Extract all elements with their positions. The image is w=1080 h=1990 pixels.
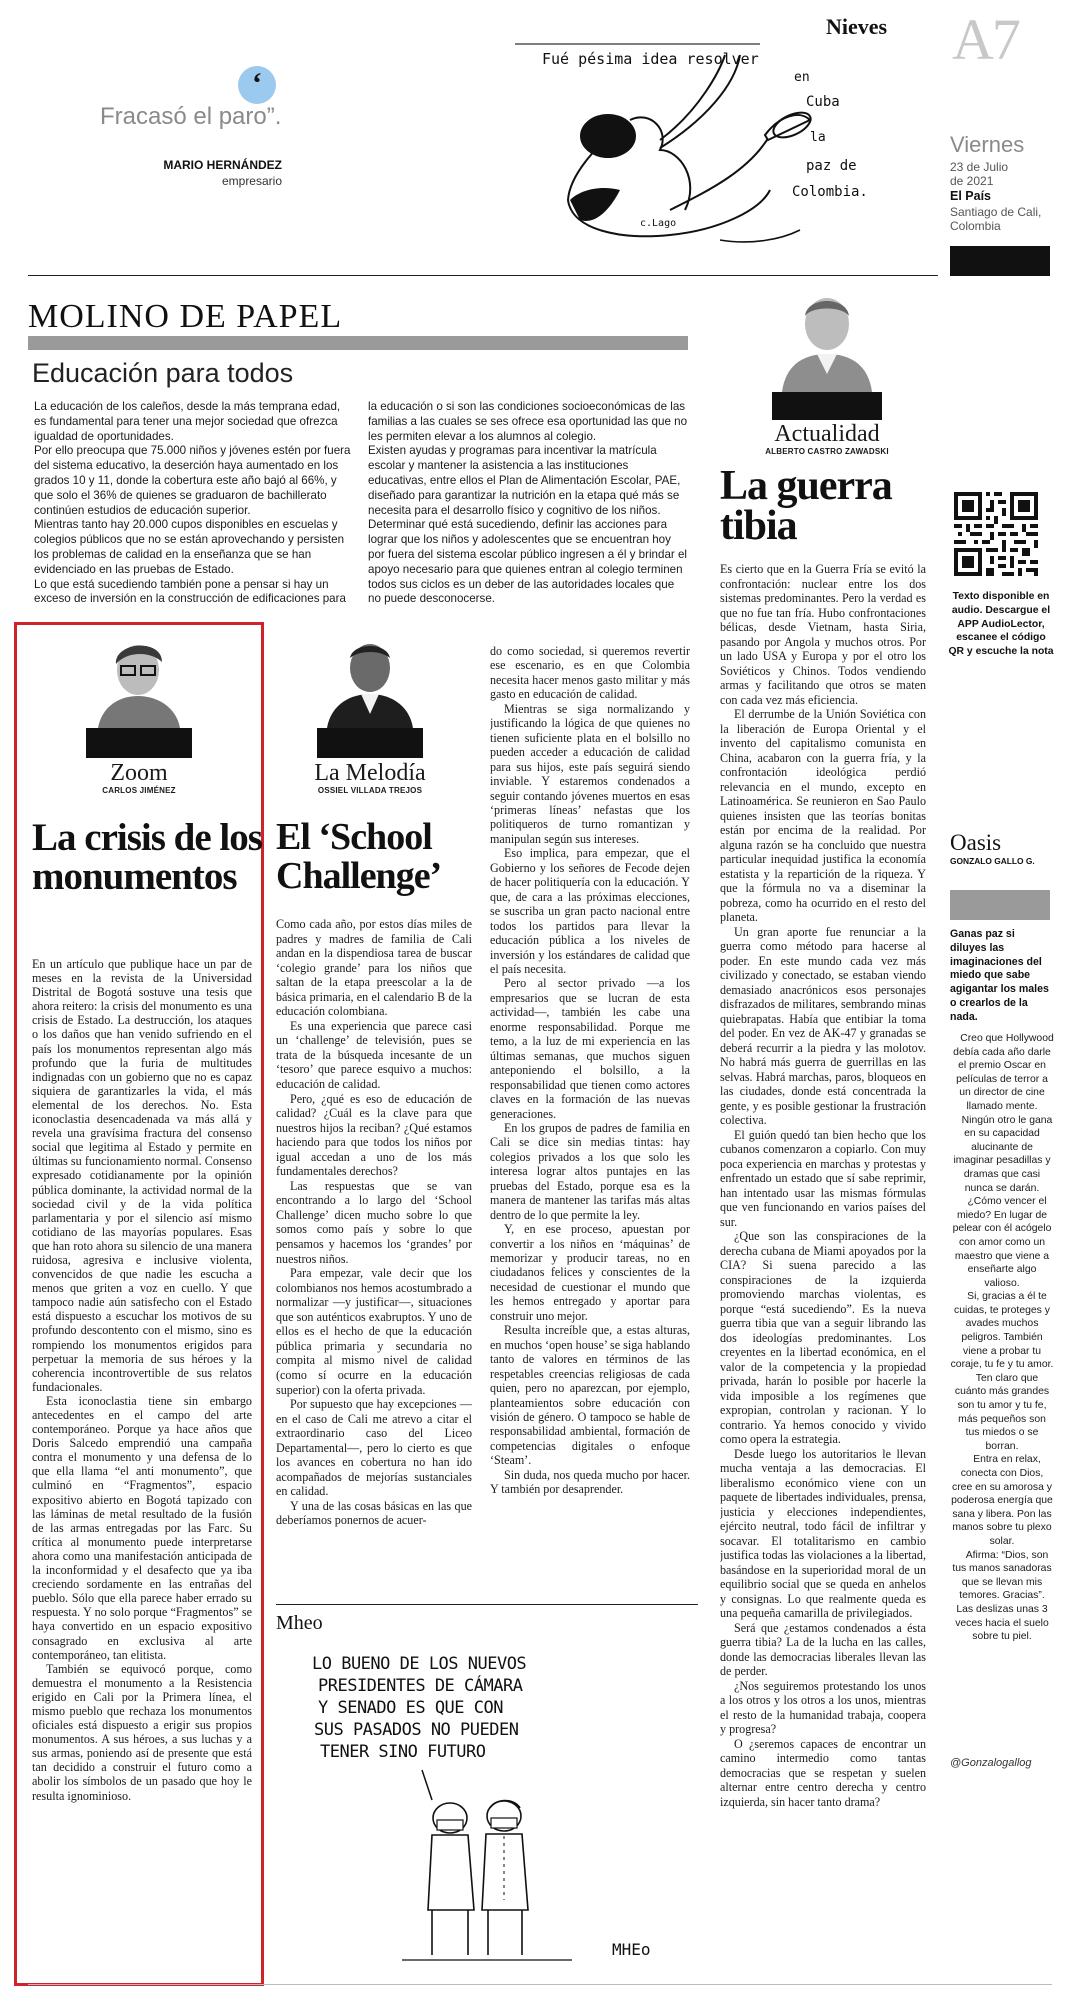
editorial-col-1: La educación de los caleños, desde la más temprana edad, es fundamental para tener una mejor sociedad que ofrezca igualdad de oportunidades. Por ello preocupa que 75.000 niños y jóvenes estén por fuera del sistema educativo, la deserción haya aumentado en los grados 10 y 11, donde la cobertura este año bajó al 66%, y que solo el 36% de quienes se graduaron de bachillerato continúen estudios de educación superior. Mientras tanto hay 20.000 cupos disponibles en escuelas y colegios públicos que no se están aprovechando y persisten los problemas de calidad en la enseñanza que se han evidenciado en las pruebas de Estado. Lo que está sucediendo también pone a pensar si hay un exceso de inversión en la construcción de edificaciones para xyxy=(34,400,351,606)
quote-author: MARIO HERNÁNDEZ xyxy=(163,158,282,172)
actualidad-paragraph: Es cierto que en la Guerra Fría se evitó la confrontación: nuclear entre los dos sistemas predominantes. Pero la verdad es que no fue tan fría. Hubo confrontaciones bélicas, desde Vietnam, hasta Siria, pasando por Angola y muchos otros. Por un lado USA y Europa y por el otro los Soviéticos y Chinos. Todos vendiendo armas y facilitando que otros se maten con cada vez más eficiencia. xyxy=(720,562,926,707)
zoom-headline: La crisis de los monumentos xyxy=(32,816,262,898)
header-rule xyxy=(28,275,938,276)
actualidad-paragraph: El derrumbe de la Unión Soviética con la liberación de Europa Oriental y el invento del capitalismo comunista en China, acabaron con la guerra fría, y la confrontación ideológica perdió relevancia en el mundo, excepto en Latinoamérica. Se reunieron en Sao Paulo quienes insisten que las teorías bonitas están por encima de la realidad. Por alguna razón se ha concluido que nuestra particular inequidad justifica la economía estatista y la repartición de la riqueza. Y que la fórmula no va a diseminar la pobreza, como ha ocurrido en el resto del planeta. xyxy=(720,707,926,924)
zoom-body xyxy=(32,957,252,1981)
cartoon-caption-line-1: Fué pésima idea resolver xyxy=(542,50,759,68)
actualidad-paragraph: Desde luego los autoritarios le llevan mucha ventaja a las democracias. El liberalismo económico viene con un paquete de libertades individuales, prensa, justicia y elecciones independientes, ejército neutral, todo fácil de infiltrar y socavar. El totalitarismo en cambio justifica todas las violaciones a la libertad, basándose en la superioridad moral de un equilibrio social que se queda en anhelos y consignas. Lo que realmente queda es una pequeña camarilla de privilegiados. xyxy=(720,1446,926,1620)
cartoon-caption-line-6: Colombia. xyxy=(792,184,868,200)
actualidad-column-head xyxy=(752,421,902,456)
actualidad-paragraph: Un gran aporte fue renunciar a la guerra como método para hacerse al poder. En este mundo cada vez más civilizado y conectado, se estaban viendo demasiado anacrónicos esos personajes disfrazados de militares, sembrando minas quiebrapatas. Había que entibiar la toma del poder. En vez de AK-47 y granadas se deberá recurrir a la piedra y las molotov. No habrá más guerra de guerrillas en las selvas. Habrá marchas, paros, bloqueos en las ciudades, donde está concentrada la gente, y es posible gestionar la frustración colectiva. xyxy=(720,924,926,1127)
oasis-lead: Ganas paz si diluyes las imaginaciones del miedo que sabe agigantar los males o crearlos de la nada. xyxy=(950,928,1049,1023)
oasis-gray-band xyxy=(950,890,1050,920)
oasis-column-name: Oasis xyxy=(950,830,1002,855)
actualidad-body xyxy=(720,562,926,1982)
actualidad-black-bar xyxy=(772,392,882,420)
zoom-paragraph: En un artículo que publique hace un par de meses en la revista de la Universidad Distrital de Bogotá sostuve una tesis que ahora reitero: la crisis del monumento es una crisis de Estado. La destrucción, los ataques o los daños que han venido sufriendo en el país los monumentos representan algo más profundo que la furia de multitudes indignadas con un gobierno que no es capaz siquiera de garantizarles la vida, el más elemental de los derechos. No. Esta iconoclastia desencadenada va más allá y revela una gravísima fractura del consenso social que legitima al Estado y permite en últimas su funcionamiento normal. Consenso expresado cotidianamente por la opinión pública dominante, la actividad normal de la sociedad civil y de la vida política parlamentaria y por el silencio así mismo cotidiano de las mayorías populares. Esas que han roto ahora su silencio de una manera ruidosa, agresiva e inclusive violenta, convencidos de que nadie les escucha a menos que griten a voz en cuello. Y que tampoco nadie aún satisfecho con el Estado está dispuesto a escuchar los motivos de su profundo descontento con el mismo, sino es rompiendo los monumentos erigidos para perpetuar la memoria de sus héroes y la coherencia incontrovertible de sus relatos fundacionales. xyxy=(32,957,252,1394)
oasis-paragraph: ¿Cómo vencer el miedo? En lugar de pelear con él acógelo con amor como un maestro que viene a enseñarte algo valioso. xyxy=(952,1196,1052,1289)
melodia-paragraph: Eso implica, para empezar, que el Gobierno y los señores de Fecode dejen de hacer politiquería con la educación. Y que, de cara a las próximas elecciones, se suscriba un gran pacto nacional entre todos los partidos para llevar la educación pública a los niveles de inversión y los estándares de calidad que el país necesita. xyxy=(490,846,690,976)
melodia-black-bar xyxy=(317,728,423,758)
zoom-paragraph: Esta iconoclastia tiene sin embargo antecedentes en el campo del arte contemporáneo. Porque ya hace años que Doris Salcedo emprendió una campaña contra el monumento y una defensa de lo que ella llama “el anti monumento”, que culminó en “Fragmentos”, espacio expositivo abierto en Bogotá tapizado con las láminas de metal resultado de la fusión de las armas entregadas por las Farc. Su crítica al monumento puede interpretarse ahora como una manifestación anticipada de la inconformidad y el desafecto que ya iba creciendo sordamente en las entrañas del pueblo. Sólo que ella parece haber errado su respuesta. Y no solo porque “Fragmentos” se haya convertido en un espacio expositivo consagrado en exclusiva al arte contemporáneo, tan elitista. xyxy=(32,1393,252,1662)
melodia-photo xyxy=(317,628,423,728)
melodia-paragraph: En los grupos de padres de familia en Cali se dice sin medias tintas: hay colegios privados a los que solo les interesa lograr altos puntajes en las pruebas del Estado, porque esa es la manera de mantener las tarifas más altas dentro de lo que permite la ley. xyxy=(490,1120,690,1222)
melodia-author: OSSIEL VILLADA TREJOS xyxy=(317,786,423,795)
mheo-top-rule xyxy=(276,1604,698,1605)
melodia-column-name: La Melodía xyxy=(314,760,426,786)
date-line-1: 23 de Julio xyxy=(950,160,1009,174)
quote-icon: ‘ xyxy=(238,66,276,104)
cartoon-caption-line-4: la xyxy=(810,130,826,145)
actualidad-paragraph: ¿Nos seguiremos protestando los unos a los otros y los otros a los unos, mientras el resto de la humanidad trabaja, coopera y progresa? xyxy=(720,1678,926,1736)
melodia-paragraph: Como cada año, por estos días miles de padres y madres de familia de Cali andan en la dispendiosa tarea de buscar ‘colegio grande’ para los niños que saltan de la etapa preescolar a la de básica primaria, en el calendario B de la educación colombiana. xyxy=(276,917,472,1019)
melodia-body-col-2 xyxy=(490,644,690,1599)
melodia-paragraph: Por supuesto que hay excepciones —en el caso de Cali me atrevo a citar el extraordinario caso del Liceo Departamental—, pero lo cierto es que los avances en cobertura no han ido acompañados de mejorías sustanciales en calidad. xyxy=(276,1397,472,1499)
melodia-paragraph: Sin duda, nos queda mucho por hacer. Y también por desaprender. xyxy=(490,1467,690,1497)
cartoon-caption-line-2: en xyxy=(794,70,810,85)
melodia-paragraph: Es una experiencia que parece casi un ‘challenge’ de televisión, pues se trata de la búsqueda incesante de un ‘tesoro’ que parece esquivo a muchos: educación de calidad. xyxy=(276,1018,472,1092)
oasis-author: GONZALO GALLO G. xyxy=(950,856,1035,866)
date-black-bar xyxy=(950,246,1050,276)
zoom-column-name: Zoom xyxy=(110,760,168,786)
mheo-cartoon xyxy=(282,1640,692,1980)
qr-code-icon xyxy=(954,492,1038,576)
cartoon-caption-line-5: paz de xyxy=(806,158,857,174)
melodia-paragraph: Mientras se siga normalizando y justificando la lógica de que quienes no tienen suficiente plata en el bolsillo no pueden acceder a educación de calidad para sus hijos, este país seguirá siendo inviable. Y estaremos condenados a seguir contando jóvenes muertos en esas ‘primeras líneas’ nefastas que los politiqueros de turno romantizan y manipulan según sus intereses. xyxy=(490,701,690,846)
quote-text: Fracasó el paro”. xyxy=(100,103,282,130)
melodia-paragraph: Las respuestas que se van encontrando a lo largo del ‘School Challenge’ dicen mucho sobre lo que somos como país y sobre lo que pensamos y hacemos los ‘grandes’ por nuestros niños. xyxy=(276,1178,472,1266)
section-name: Nieves xyxy=(826,14,888,39)
date-line-2: de 2021 xyxy=(950,174,994,188)
mheo-line-5: TENER SINO FUTURO xyxy=(320,1742,486,1762)
actualidad-column-name: Actualidad xyxy=(774,421,880,447)
oasis-paragraph: Si, gracias a él te cuidas, te proteges y avades muchos peligros. También viene a probar tu coraje, tu fe y tu amor. xyxy=(950,1291,1054,1371)
actualidad-headline: La guerra tibia xyxy=(720,463,892,549)
zoom-black-bar xyxy=(86,728,192,758)
melodia-column-head xyxy=(285,760,455,795)
mheo-line-1: LO BUENO DE LOS NUEVOS xyxy=(312,1654,527,1674)
melodia-paragraph: Para empezar, vale decir que los colombianos nos hemos acostumbrado a normalizar —y justificar—, situaciones que son auténticos exabruptos. Y uno de ellos es el hecho de que la educación pública primaria y secundaria no compita al mismo nivel de calidad (como sí ocurre en la educación superior) con la oferta privada. xyxy=(276,1266,472,1397)
melodia-headline: El ‘School Challenge’ xyxy=(276,816,442,897)
cartoon-drawing xyxy=(510,40,910,255)
zoom-photo xyxy=(86,628,192,728)
actualidad-author: ALBERTO CASTRO ZAWADSKI xyxy=(765,447,889,456)
editorial-gray-band xyxy=(28,336,688,350)
melodia-body-col-1 xyxy=(276,917,472,1599)
editorial-section-title: MOLINO DE PAPEL xyxy=(28,298,343,335)
qr-code[interactable] xyxy=(954,492,1038,576)
mheo-drawing xyxy=(282,1760,692,1970)
editorial-title: Educación para todos xyxy=(32,358,294,388)
actualidad-paragraph: O ¿seremos capaces de encontrar un camino intermedio como tantas democracias que se respetan y suelen alternar entre centro derecha y centro izquierda, sin hacer tanto drama? xyxy=(720,1736,926,1809)
actualidad-paragraph: ¿Que son las conspiraciones de la derecha cubana de Miami apoyados por la CIA? Si suena parecido a las conspiraciones de la izquierda promoviendo marchas violentas, es porque “está sucediendo”. Es la nueva guerra tibia que van a seguir librando las dos ideologías predominantes. Los creyentes en la libertad económica, en el valor de la competencia y la propiedad privada, harán lo posible por hacerle la vida imposible a los regímenes que expropian, controlan y racionan. Y lo contrario. Ya hemos conocido y vivido como opera la estrategia. xyxy=(720,1229,926,1446)
mheo-label: Mheo xyxy=(276,1612,323,1634)
page-bottom-rule xyxy=(28,1984,1052,1985)
actualidad-paragraph: El guión quedó tan bien hecho que los cubanos comenzaron a copiarlo. Con muy poca experiencia en marchas y protestas y enfrentado un estado que sí sabe reprimir, han intentado usar las mismas fórmulas que ven funcionando en varios países del sur. xyxy=(720,1127,926,1229)
melodia-paragraph: Pero al sector privado —a los empresarios que se lucran de esta actividad—, también les cabe una enorme responsabilidad. Porque me temo, a la luz de mi experiencia en las últimas semanas, que muchos siguen anteponiendo el bolsillo, a la responsabilidad que tienen como actores claves en la formación de las nuevas generaciones. xyxy=(490,976,690,1121)
quote-role: empresario xyxy=(221,174,282,188)
melodia-paragraph: Y una de las cosas básicas en las que deberíamos ponernos de acuer- xyxy=(276,1498,472,1528)
oasis-paragraph: Ten claro que cuánto más grandes son tu amor y tu fe, más pequeños son tus miedos o se borran. xyxy=(954,1372,1050,1452)
mheo-line-4: SUS PASADOS NO PUEDEN xyxy=(314,1720,519,1740)
mheo-signature: MHEo xyxy=(612,1940,651,1959)
zoom-author: CARLOS JIMÉNEZ xyxy=(102,786,176,795)
oasis-paragraph: Creo que Hollywood debía cada año darle el premio Oscar en películas de terror a un director de cine llamado mente. xyxy=(953,1033,1054,1112)
actualidad-photo xyxy=(772,282,882,392)
qr-text: Texto disponible en audio. Descargue el APP AudioLector, escanee el código QR y escuche la nota xyxy=(948,591,1054,658)
oasis-body xyxy=(950,1032,1054,1752)
mheo-line-2: PRESIDENTES DE CÁMARA xyxy=(318,1676,523,1696)
oasis-paragraph: Afirma: “Dios, son tus manos sanadoras que se llevan mis temores. Gracias”. Las deslizas unas 3 veces hacia el suelo sobre tu piel. xyxy=(952,1549,1052,1643)
melodia-paragraph: Resulta increíble que, a estas alturas, en muchos ‘open house’ se siga hablando tanto de valores en términos de las respetables creencias religiosas de cada quien, pero no aparezcan, por ejemplo, planteamientos sobre educación con visión de género. O tampoco se hable de responsabilidad ambiental, formación de competencias digitales o enfoque ‘Steam’. xyxy=(490,1323,690,1468)
page-number: A7 xyxy=(952,7,1019,72)
newspaper-name: El País xyxy=(950,189,991,203)
nieves-cartoon xyxy=(510,40,910,255)
actualidad-paragraph: Será que ¿estamos condenados a ésta guerra tibia? La de la lucha en las calles, donde las democracias liberales llevan las de perder. xyxy=(720,1620,926,1678)
oasis-handle[interactable]: @Gonzalogallog xyxy=(950,1757,1032,1769)
zoom-paragraph: También se equivocó porque, como demuestra el monumento a la Resistencia erigido en Cali por la Primera línea, el mismo pueblo que rechaza los monumentos oficiales está dispuesto a erigir sus propios monumentos. A sus héroes, a sus luchas y a sus armas, poniendo así de presente que está tan decidido a construir el futuro como a abolir los símbolos de un pasado que hoy le resulta ignominioso. xyxy=(32,1661,252,1803)
melodia-paragraph: Y, en ese proceso, apuestan por convertir a los niños en ‘máquinas’ de memorizar y producir tareas, no en ciudadanos felices y conscientes de la necesidad de cuestionar el mundo que les hemos entregado y aportar para construir uno mejor. xyxy=(490,1222,690,1323)
day-name: Viernes xyxy=(950,132,1025,157)
mheo-line-3: Y SENADO ES QUE CON xyxy=(318,1698,503,1718)
editorial-col-2: la educación o si son las condiciones socioeconómicas de las familias a las cuales se ses ofrece esa oportunidad las que no les permiten elevar a los alumnos al colegio. Existen ayudas y programas para incentivar la matrícula escolar y mantener la asistencia a las instituciones educativas, entre ellos el Plan de Alimentación Escolar, PAE, diseñado para garantizar la nutrición en la etapa qué más se necesita para el desarrollo físico y cognitivo de los niños. Determinar qué está sucediendo, definir las acciones para lograr que los niños y adolescentes que se encuentran hoy por fuera del sistema escolar público ingresen a él y brindar el apoyo necesario para que quienes entran al colegio terminen todos sus ciclos es un deber de las autoridades locales que no puede desconocerse. xyxy=(368,400,688,606)
oasis-paragraph: Entra en relax, conecta con Dios, cree en su amorosa y poderosa energía que sana y libera. Pon las manos sobre tu plexo solar. xyxy=(951,1454,1053,1547)
cartoon-caption-line-3: Cuba xyxy=(806,94,840,110)
zoom-column-head xyxy=(64,760,214,795)
melodia-paragraph: do como sociedad, si queremos revertir ese escenario, es en que Colombia necesita hacer menos gasto militar y más gasto en educación de calidad. xyxy=(490,644,690,702)
city-name: Santiago de Cali, xyxy=(950,205,1042,219)
country-name: Colombia xyxy=(950,219,1001,233)
oasis-paragraph: Ningún otro le gana en su capacidad alucinante de imaginar pesadillas y dramas que casi nunca se darán. xyxy=(953,1114,1053,1194)
melodia-paragraph: Pero, ¿qué es eso de educación de calidad? ¿Cuál es la clave para que nuestros hijos la reciban? ¿Qué estamos haciendo para que todos los niños por igual accedan a uno de los más fundamentales derechos? xyxy=(276,1091,472,1179)
cartoon-signature: c.Lago xyxy=(640,218,677,229)
